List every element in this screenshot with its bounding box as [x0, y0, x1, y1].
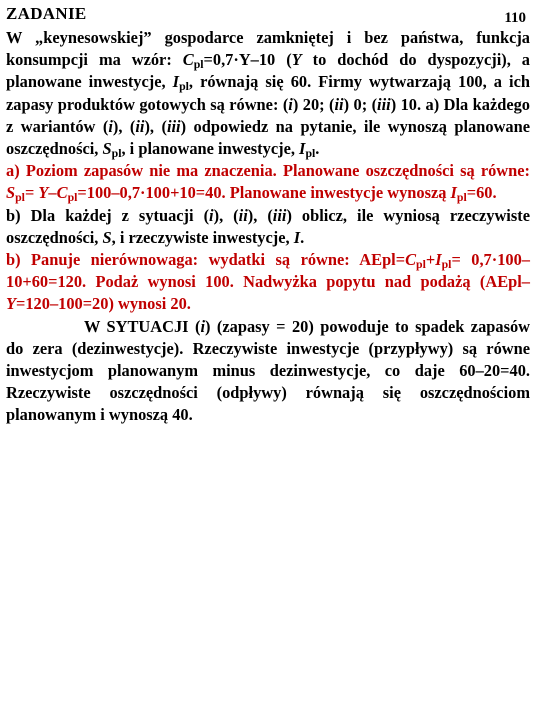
page-number: 110 — [504, 10, 526, 26]
situation-i-paragraph: W SYTUACJI (i) (zapasy = 20) powoduje to spadek zapasów do zera (dezinwestycje). Rzeczywiste inwestycje (przypływy) są równe inwestycjom planowanym minus dezinwestycje, co daje 60–20=40. Rzeczywiste oszczędności (odpływy) równają się oszczędnościom planowanym i wynoszą 40. — [6, 316, 530, 425]
document-body — [6, 27, 530, 427]
heading: ZADANIE — [6, 4, 87, 23]
question-b: b) Dla każdej z sytuacji (i), (ii), (iii) oblicz, ile wyniosą rzeczywiste oszczędności, S, i rzeczywiste inwestycje, I. — [6, 205, 530, 247]
task-paragraph: W „keynesowskiej” gospodarce zamkniętej i bez państwa, funkcja konsumpcji ma wzór: $C_{pl}=0,7\cdot Y-10$ (Y to dochód do dyspozycji), a planowane inwestycje, $I_{pl}$, równają się 60. Firmy wytwarzają 100, a ich zapasy produktów gotowych są równe: (i) 20; (ii) 0; (iii) 10. a) Dla każdego z wariantów (i), (ii), (iii) odpowiedz na pytanie, ile wynoszą planowane oszczędności, $S_{pl}$, i planowane inwestycje, $I_{pl}$. — [6, 28, 530, 160]
answer-b: b) Panuje nierównowaga: wydatki są równe: $AEpl=C_{pl}+I_{pl}= 0,7\cdot 100-10+60=120$. Podaż wynosi 100. Nadwyżka popytu nad podażą (AEpl–Y=120–100=20) wynosi 20. — [6, 250, 530, 314]
answer-a: a) Poziom zapasów nie ma znaczenia. Planowane oszczędności są równe: $S_{pl}= Y-C_{pl}=100-0,7\cdot 100+10=40$. Planowane inwestycje wynoszą $I_{pl}=60$. — [6, 161, 530, 205]
